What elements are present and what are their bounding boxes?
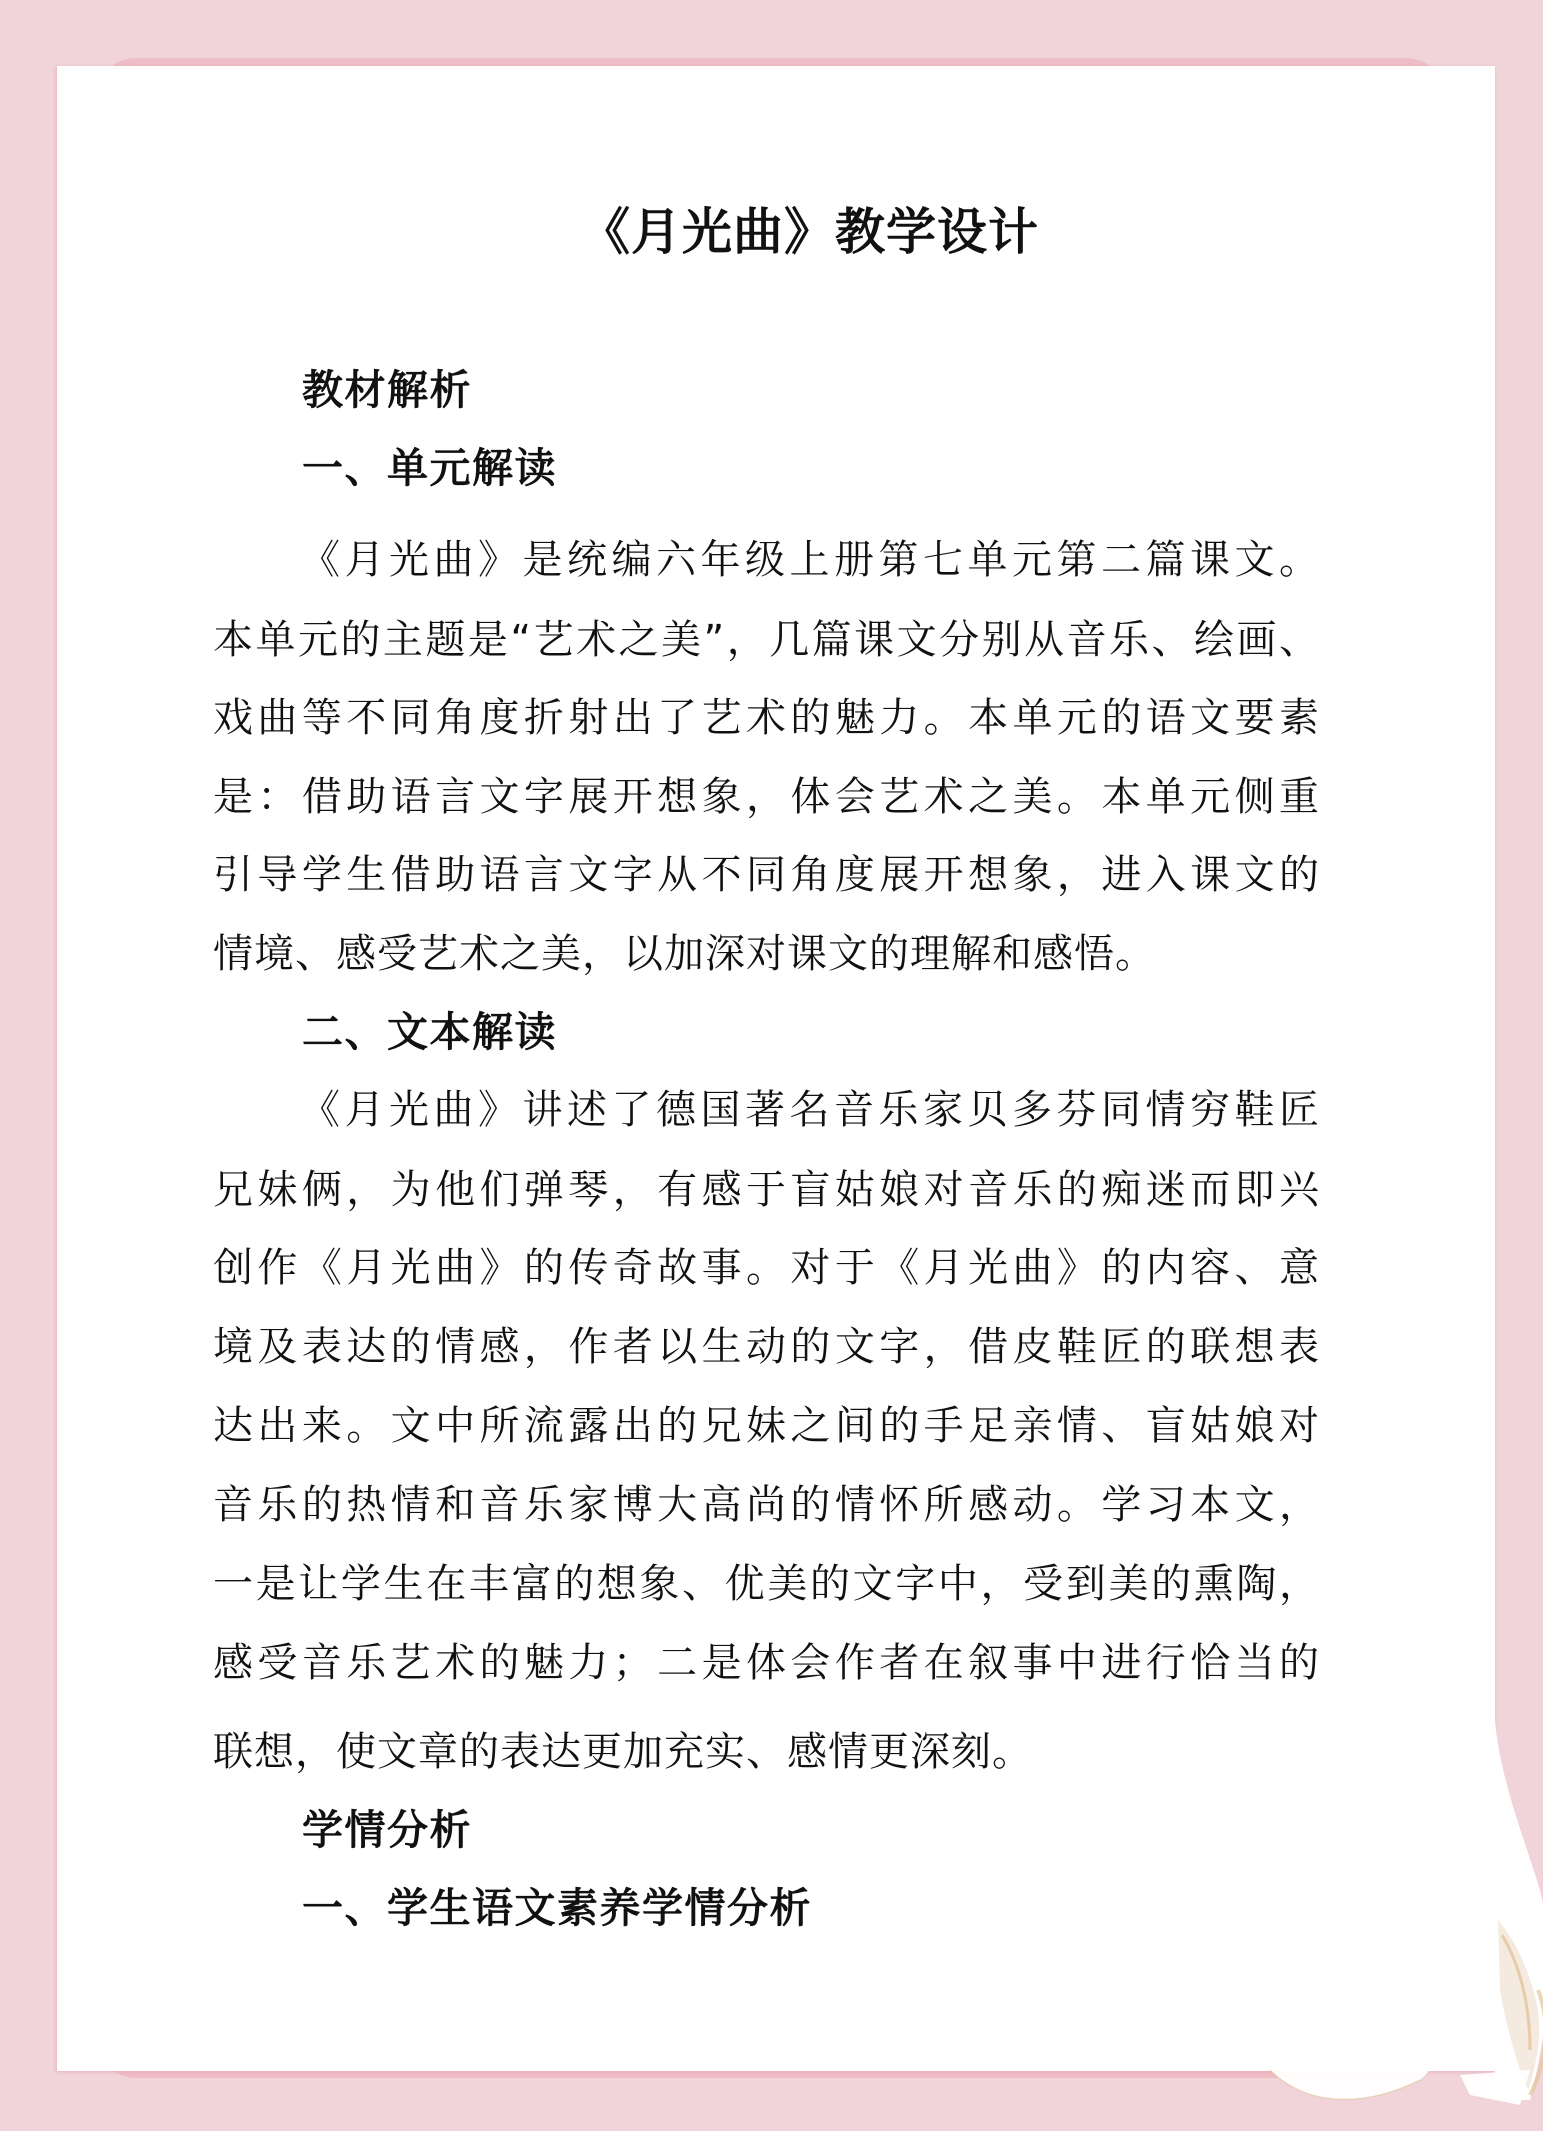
paragraph-line: 兄妹俩，为他们弹琴，有感于盲姑娘对音乐的痴迷而即兴 (213, 1167, 1319, 1213)
paragraph-line: 《月光曲》讲述了德国著名音乐家贝多芬同情穷鞋匠 (300, 1087, 1319, 1133)
petal-decoration-icon (1270, 2060, 1543, 2130)
document-title: 《月光曲》教学设计 (580, 203, 1039, 261)
paragraph-line: 本单元的主题是“艺术之美”，几篇课文分别从音乐、绘画、 (213, 617, 1319, 663)
paragraph-line: 戏曲等不同角度折射出了艺术的魅力。本单元的语文要素 (213, 695, 1319, 741)
paragraph-line: 情境、感受艺术之美，以加深对课文的理解和感悟。 (213, 931, 1156, 977)
paragraph-line: 引导学生借助语言文字从不同角度展开想象，进入课文的 (213, 852, 1319, 898)
paragraph-line: 境及表达的情感，作者以生动的文字，借皮鞋匠的联想表 (213, 1324, 1319, 1370)
paragraph-line: 联想，使文章的表达更加充实、感情更深刻。 (213, 1729, 1033, 1775)
subsection-heading-text-reading: 二、文本解读 (302, 1008, 557, 1056)
paragraph-line: 是：借助语言文字展开想象，体会艺术之美。本单元侧重 (213, 774, 1319, 820)
paragraph-line: 达出来。文中所流露出的兄妹之间的手足亲情、盲姑娘对 (213, 1403, 1319, 1449)
paragraph-line: 《月光曲》是统编六年级上册第七单元第二篇课文。 (300, 537, 1319, 583)
paragraph-line: 一是让学生在丰富的想象、优美的文字中，受到美的熏陶， (213, 1561, 1319, 1607)
subsection-heading-unit-reading: 一、单元解读 (302, 444, 557, 492)
paragraph-line: 创作《月光曲》的传奇故事。对于《月光曲》的内容、意 (213, 1245, 1319, 1291)
paragraph-line: 感受音乐艺术的魅力；二是体会作者在叙事中进行恰当的 (213, 1640, 1319, 1686)
paragraph-line: 音乐的热情和音乐家博大高尚的情怀所感动。学习本文， (213, 1482, 1319, 1528)
section-heading-textbook-analysis: 教材解析 (302, 366, 472, 414)
subsection-heading-literacy-analysis: 一、学生语文素养学情分析 (302, 1884, 812, 1932)
section-heading-learning-analysis: 学情分析 (302, 1806, 472, 1854)
